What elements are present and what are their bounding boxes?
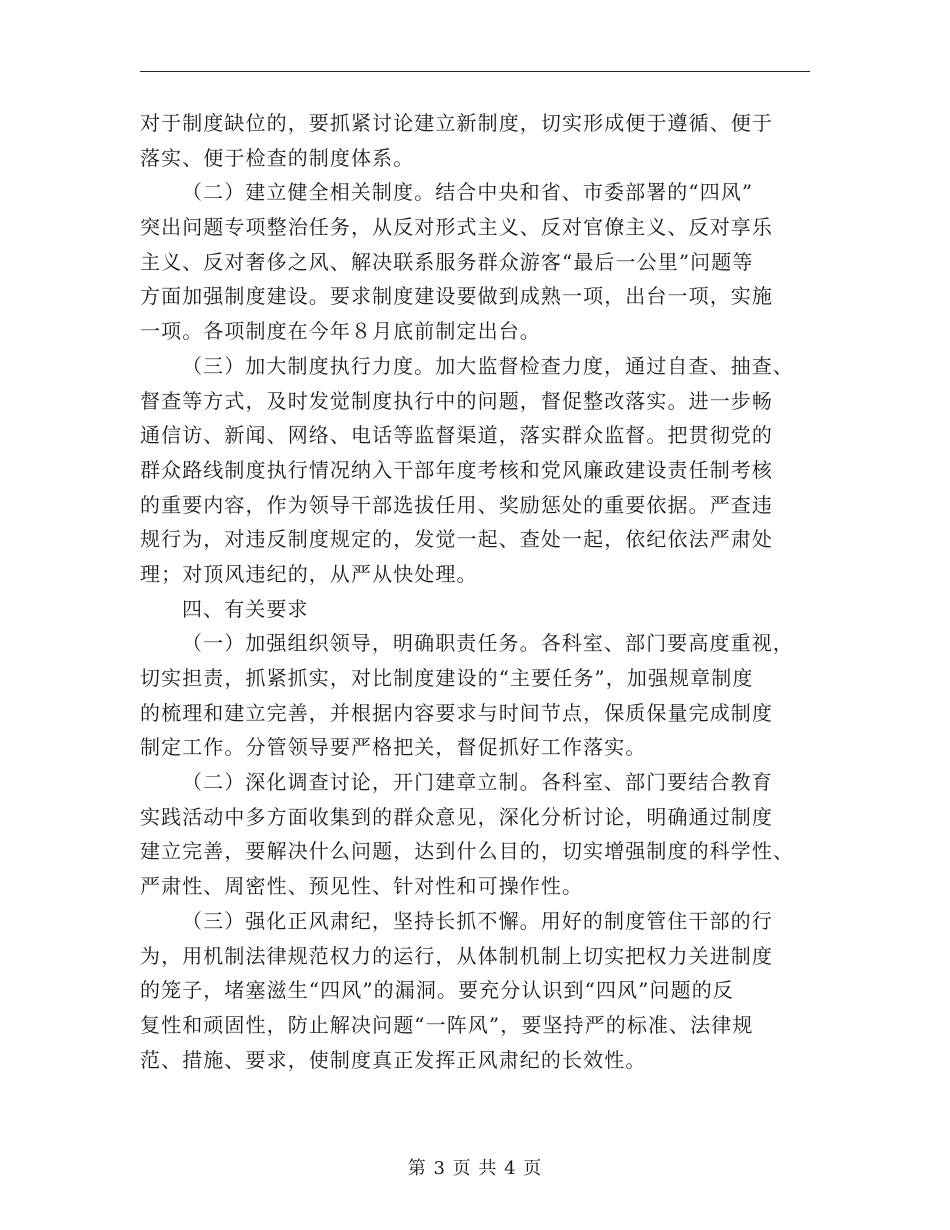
text-line: 的笼子，堵塞滋生“四风”的漏洞。要充分认识到“四风”问题的反: [140, 978, 734, 1003]
text-line: 理；对顶风违纪的，从严从快处理。: [140, 561, 478, 586]
text-line: 实践活动中多方面收集到的群众意见，深化分析讨论，明确通过制度: [140, 804, 773, 829]
text-line: 制定工作。分管领导要严格把关，督促抓好工作落实。: [140, 735, 647, 760]
text-line: 督查等方式，及时发觉制度执行中的问题，督促整改落实。进一步畅: [140, 388, 773, 413]
text-line: 通信访、新闻、网络、电话等监督渠道，落实群众监督。把贯彻党的: [140, 423, 773, 448]
text-line: 群众路线制度执行情况纳入干部年度考核和党风廉政建设责任制考核: [140, 457, 773, 482]
text-line: 为，用机制法律规范权力的运行，从体制机制上切实把权力关进制度: [140, 943, 773, 968]
section-heading: 四、有关要求: [182, 596, 309, 621]
text-line: 主义、反对奢侈之风、解决联系服务群众游客“最后一公里”问题等: [140, 249, 754, 274]
text-line: 建立完善，要解决什么问题，达到什么目的，切实增强制度的科学性、: [140, 839, 795, 864]
page-footer: 第 3 页 共 4 页: [407, 1158, 543, 1179]
text-line: 范、措施、要求，使制度真正发挥正风肃纪的长效性。: [140, 1047, 647, 1072]
text-line: 对于制度缺位的，要抓紧讨论建立新制度，切实形成便于遵循、便于: [140, 111, 773, 135]
text-line: 切实担责，抓紧抓实，对比制度建设的“主要任务”，加强规章制度: [140, 666, 754, 690]
text-line: 的梳理和建立完善，并根据内容要求与时间节点，保质保量完成制度: [140, 700, 773, 725]
text-line: 方面加强制度建设。要求制度建设要做到成熟一项，出台一项，实施: [140, 284, 773, 309]
text-line: 突出问题专项整治任务，从反对形式主义、反对官僚主义、反对享乐: [140, 215, 773, 240]
text-line: 的重要内容，作为领导干部选拔任用、奖励惩处的重要依据。严查违: [140, 492, 773, 517]
text-line: （二）建立健全相关制度。结合中央和省、市委部署的“四风”: [182, 180, 754, 205]
text-line: （一）加强组织领导，明确职责任务。各科室、部门要高度重视，: [182, 631, 794, 656]
text-line: 一项。各项制度在今年８月底前制定出台。: [140, 319, 541, 344]
document-body: [140, 106, 812, 1077]
text-line: 规行为，对违反制度规定的，发觉一起、查处一起，依纪依法严肃处: [140, 527, 773, 552]
text-line: （二）深化调查讨论，开门建章立制。各科室、部门要结合教育: [182, 770, 773, 795]
header-rule: [140, 71, 810, 72]
text-line: （三）加大制度执行力度。加大监督检查力度，通过自查、抽查、: [182, 353, 794, 378]
text-line: 复性和顽固性，防止解决问题“一阵风”，要坚持严的标准、法律规: [140, 1012, 754, 1037]
text-line: （三）强化正风肃纪，坚持长抓不懈。用好的制度管住干部的行: [182, 908, 773, 933]
text-line: 严肃性、周密性、预见性、针对性和可操作性。: [140, 874, 584, 899]
text-line: 落实、便于检查的制度体系。: [140, 145, 415, 170]
